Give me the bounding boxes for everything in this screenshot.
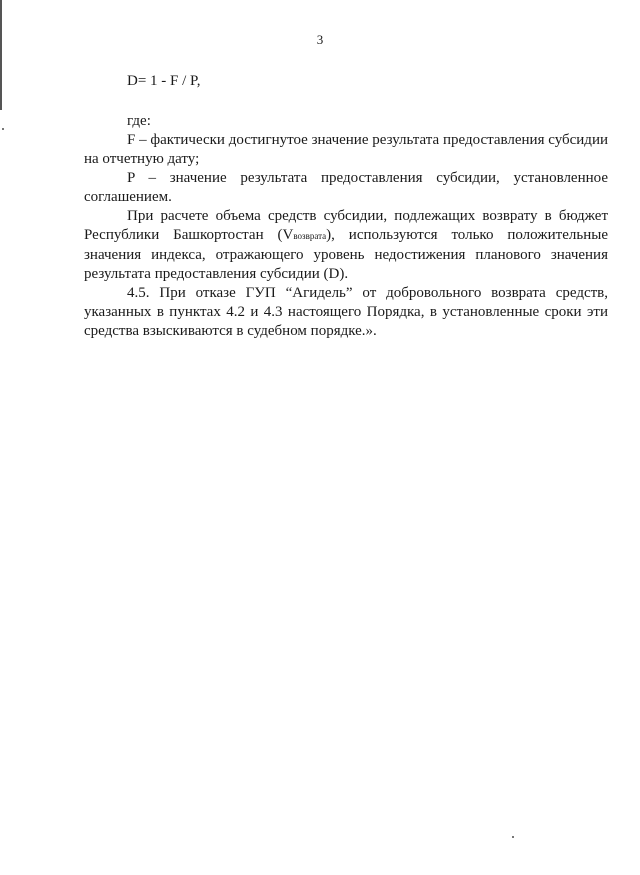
paragraph-clause-4-5: 4.5. При отказе ГУП “Агидель” от добровольного возврата средств, указанных в пунктах 4.2 и 4.3 настоящего Порядка, в установленные сроки эти средства взыскиваются в судебном порядке.». bbox=[84, 285, 608, 339]
calculation-text-end: ), используются только положительные значения индекса, отражающего уровень недостижения планового значения результата предоставления субсидии (D). bbox=[84, 227, 608, 282]
paragraph-p-definition: P – значение результата предоставления субсидии, установленное соглашением. bbox=[84, 170, 608, 205]
page-number: 3 bbox=[316, 32, 324, 47]
scan-artifact bbox=[2, 128, 4, 130]
scan-artifact bbox=[512, 836, 514, 838]
formula: D= 1 - F / P, bbox=[127, 73, 201, 89]
subscript-vozvrata: возврата bbox=[293, 231, 327, 241]
paragraph-calculation bbox=[84, 207, 608, 284]
body-text bbox=[84, 112, 608, 341]
scan-edge-mark bbox=[0, 0, 2, 110]
paragraph-f-definition: F – фактически достигнутое значение результата предоставления субсидии на отчетную дату; bbox=[84, 132, 608, 167]
paragraph-where: где: bbox=[127, 113, 151, 129]
calculation-text-start: При расчете объема средств субсидии, подлежащих возврату в бюджет Республики Башкортостан (V bbox=[84, 208, 608, 243]
